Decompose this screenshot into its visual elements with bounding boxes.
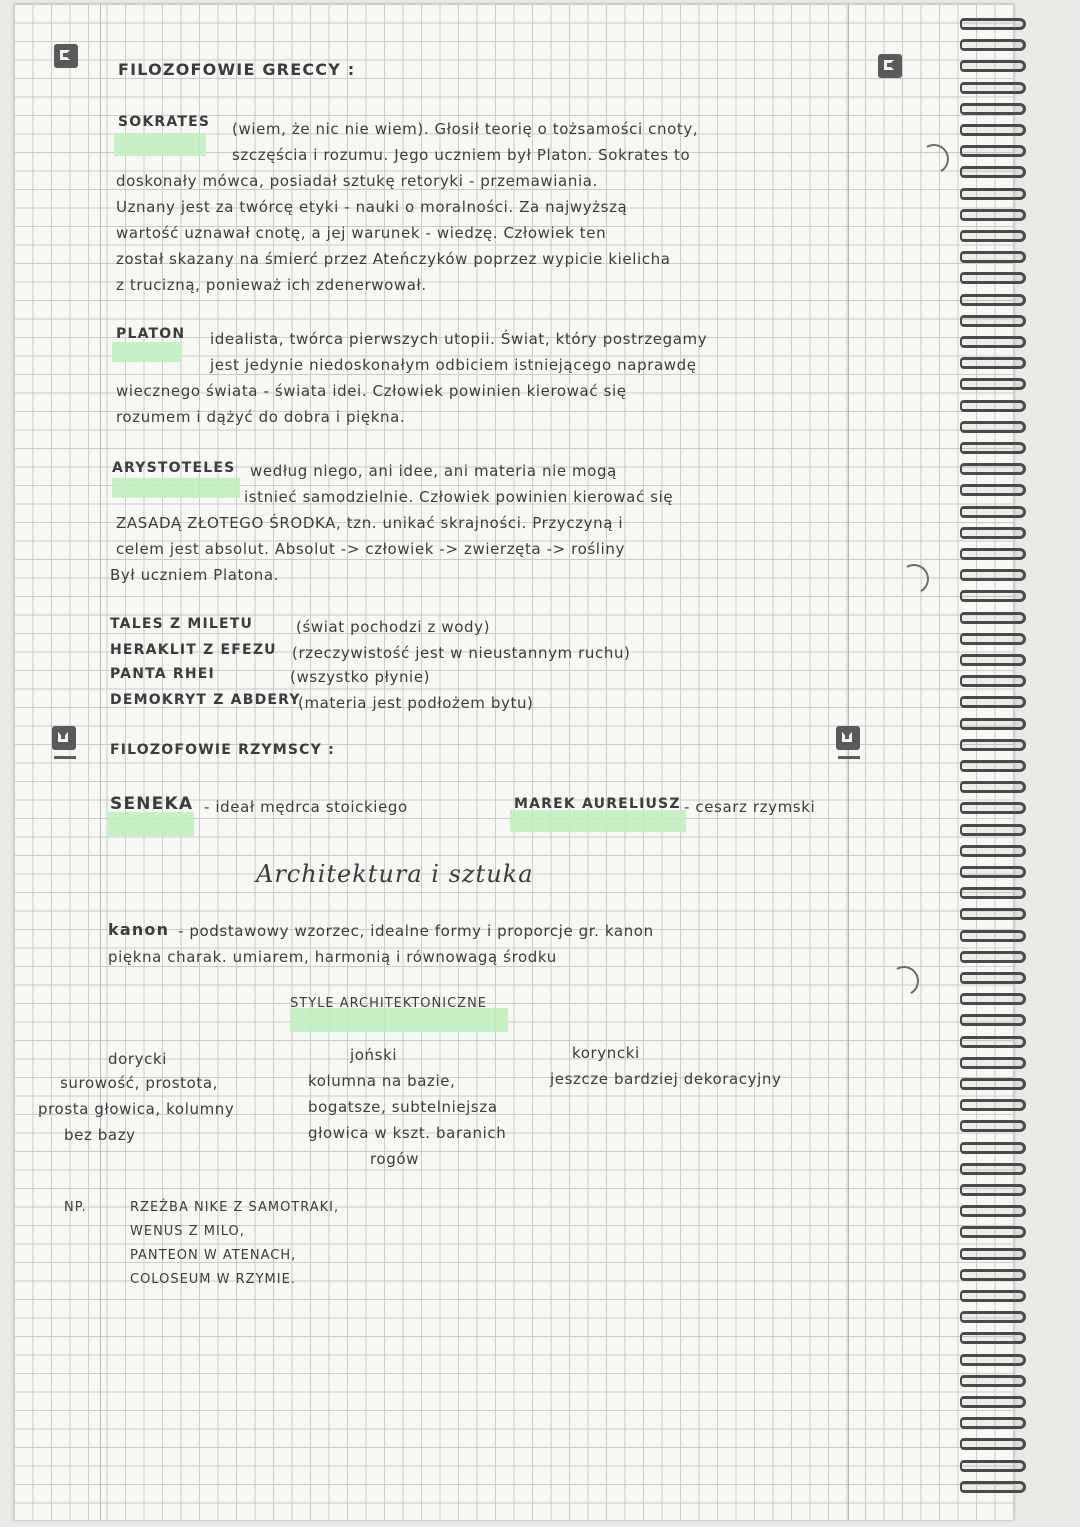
- seneka-name: SENEKA: [110, 794, 194, 814]
- kanon-line: - podstawowy wzorzec, idealne formy i proporcje gr. kanon: [178, 922, 654, 940]
- highlight: [290, 1008, 508, 1032]
- sokrates-line: szczęścia i rozumu. Jego uczniem był Platon. Sokrates to: [232, 146, 691, 164]
- other-philosopher-name: DEMOKRYT Z ABDERY: [110, 692, 301, 708]
- spiral-coil: [960, 1057, 1026, 1069]
- example-item: RZEŹBA NIKE Z SAMOTRAKI,: [130, 1200, 340, 1215]
- spiral-coil: [960, 739, 1026, 751]
- spiral-coil: [960, 548, 1026, 560]
- highlight: [112, 478, 240, 498]
- sokrates-line: z trucizną, ponieważ ich zdenerwował.: [116, 276, 427, 294]
- spiral-coil: [960, 188, 1026, 200]
- kanon-term: kanon: [108, 920, 170, 939]
- spiral-coil: [960, 1226, 1026, 1238]
- corner-mark-icon: [836, 726, 860, 750]
- spiral-coil: [960, 103, 1026, 115]
- spiral-coil: [960, 442, 1026, 454]
- sokrates-line: wartość uznawał cnotę, a jej warunek - wiedzę. Człowiek ten: [116, 224, 607, 242]
- style-line: kolumna na bazie,: [308, 1072, 456, 1090]
- sokrates-line: został skazany na śmierć przez Ateńczyków poprzez wypicie kielicha: [116, 250, 671, 268]
- spiral-coil: [960, 1120, 1026, 1132]
- sokrates-line: Uznany jest za twórcę etyki - nauki o moralności. Za najwyższą: [116, 198, 628, 216]
- platon-line: idealista, twórca pierwszych utopii. Świat, który postrzegamy: [210, 330, 708, 348]
- spiral-coil: [960, 1036, 1026, 1048]
- spiral-coil: [960, 60, 1026, 72]
- spiral-coil: [960, 887, 1026, 899]
- spiral-coil: [960, 1099, 1026, 1111]
- spiral-coil: [960, 82, 1026, 94]
- platon-name: PLATON: [116, 326, 186, 342]
- spiral-coil: [960, 506, 1026, 518]
- spiral-coil: [960, 166, 1026, 178]
- seneka-desc: - ideał mędrca stoickiego: [204, 798, 408, 816]
- spiral-coil: [960, 1396, 1026, 1408]
- punch-hole-icon: [896, 561, 933, 598]
- corner-mark-icon: [878, 54, 902, 78]
- spiral-coil: [960, 1163, 1026, 1175]
- spiral-coil: [960, 124, 1026, 136]
- bar-mark-icon: [54, 756, 76, 759]
- spiral-coil: [960, 802, 1026, 814]
- spiral-coil: [960, 1417, 1026, 1429]
- style-name: dorycki: [108, 1050, 168, 1068]
- right-margin-line: [848, 4, 849, 1520]
- style-line: bogatsze, subtelniejsza: [308, 1098, 498, 1116]
- spiral-coil: [960, 378, 1026, 390]
- spiral-binding: [960, 8, 1060, 1513]
- arystoteles-line: Był uczniem Platona.: [110, 566, 280, 584]
- spiral-coil: [960, 1332, 1026, 1344]
- spiral-coil: [960, 930, 1026, 942]
- other-philosopher-note: (świat pochodzi z wody): [296, 618, 491, 636]
- other-philosopher-name: PANTA RHEI: [110, 666, 215, 682]
- style-line: bez bazy: [64, 1126, 136, 1144]
- spiral-coil: [960, 590, 1026, 602]
- spiral-coil: [960, 696, 1026, 708]
- style-name: koryncki: [572, 1044, 640, 1062]
- spiral-coil: [960, 230, 1026, 242]
- other-philosopher-note: (materia jest podłożem bytu): [298, 694, 534, 712]
- style-line: rogów: [370, 1150, 419, 1168]
- style-line: głowica w kszt. baranich: [308, 1124, 507, 1142]
- sokrates-line: (wiem, że nic nie wiem). Głosił teorię o tożsamości cnoty,: [232, 120, 699, 138]
- spiral-coil: [960, 421, 1026, 433]
- marek-desc: - cesarz rzymski: [684, 798, 816, 816]
- spiral-coil: [960, 463, 1026, 475]
- platon-line: wiecznego świata - świata idei. Człowiek powinien kierować się: [116, 382, 627, 400]
- spiral-coil: [960, 1142, 1026, 1154]
- spiral-coil: [960, 633, 1026, 645]
- example-item: WENUS Z MILO,: [130, 1224, 245, 1239]
- spiral-coil: [960, 294, 1026, 306]
- arystoteles-line: ZASADĄ ZŁOTEGO ŚRODKA, tzn. unikać skrajności. Przyczyną i: [116, 514, 624, 532]
- arystoteles-line: według niego, ani idee, ani materia nie mogą: [250, 462, 617, 480]
- spiral-coil: [960, 1375, 1026, 1387]
- spiral-coil: [960, 781, 1026, 793]
- other-philosopher-name: HERAKLIT Z EFEZU: [110, 642, 277, 658]
- spiral-coil: [960, 209, 1026, 221]
- spiral-coil: [960, 1248, 1026, 1260]
- spiral-coil: [960, 357, 1026, 369]
- kanon-line: piękna charak. umiarem, harmonią i równowagą środku: [108, 948, 557, 966]
- punch-hole-icon: [916, 141, 953, 178]
- example-item: PANTEON W ATENACH,: [130, 1248, 297, 1263]
- spiral-coil: [960, 760, 1026, 772]
- spiral-coil: [960, 993, 1026, 1005]
- examples-label: NP.: [64, 1200, 87, 1215]
- sokrates-line: doskonały mówca, posiadał sztukę retoryki - przemawiania.: [116, 172, 598, 190]
- spiral-coil: [960, 1184, 1026, 1196]
- spiral-coil: [960, 908, 1026, 920]
- heading-roman: FILOZOFOWIE RZYMSCY :: [110, 742, 335, 758]
- highlight: [108, 812, 194, 836]
- spiral-coil: [960, 1311, 1026, 1323]
- spiral-coil: [960, 1481, 1026, 1493]
- platon-line: rozumem i dążyć do dobra i piękna.: [116, 408, 406, 426]
- marek-name: MAREK AURELIUSZ: [514, 796, 681, 812]
- spiral-coil: [960, 824, 1026, 836]
- spiral-coil: [960, 39, 1026, 51]
- spiral-coil: [960, 484, 1026, 496]
- spiral-coil: [960, 336, 1026, 348]
- arystoteles-line: celem jest absolut. Absolut -> człowiek -> zwierzęta -> rośliny: [116, 540, 625, 558]
- sokrates-name: SOKRATES: [118, 114, 211, 130]
- style-name: joński: [350, 1046, 398, 1064]
- spiral-coil: [960, 1460, 1026, 1472]
- spiral-coil: [960, 1205, 1026, 1217]
- punch-hole-icon: [886, 963, 923, 1000]
- spiral-coil: [960, 1290, 1026, 1302]
- spiral-coil: [960, 145, 1026, 157]
- spiral-coil: [960, 972, 1026, 984]
- styles-heading: STYLE ARCHITEKTONICZNE: [290, 996, 488, 1011]
- spiral-coil: [960, 251, 1026, 263]
- highlight: [510, 810, 686, 832]
- spiral-coil: [960, 1354, 1026, 1366]
- spiral-coil: [960, 654, 1026, 666]
- arystoteles-line: istnieć samodzielnie. Człowiek powinien kierować się: [244, 488, 674, 506]
- spiral-coil: [960, 612, 1026, 624]
- highlight: [114, 134, 206, 156]
- spiral-coil: [960, 718, 1026, 730]
- example-item: COLOSEUM W RZYMIE.: [130, 1272, 296, 1287]
- style-line: surowość, prostota,: [60, 1074, 219, 1092]
- other-philosopher-name: TALES Z MILETU: [110, 616, 254, 632]
- spiral-coil: [960, 272, 1026, 284]
- spiral-coil: [960, 866, 1026, 878]
- spiral-coil: [960, 569, 1026, 581]
- notebook-page: [14, 4, 1014, 1520]
- bar-mark-icon: [838, 756, 860, 759]
- corner-mark-icon: [52, 726, 76, 750]
- spiral-coil: [960, 400, 1026, 412]
- spiral-coil: [960, 1438, 1026, 1450]
- arystoteles-name: ARYSTOTELES: [112, 460, 236, 476]
- spiral-coil: [960, 315, 1026, 327]
- corner-mark-icon: [54, 44, 78, 68]
- other-philosopher-note: (wszystko płynie): [290, 668, 431, 686]
- spiral-coil: [960, 18, 1026, 30]
- style-line: prosta głowica, kolumny: [38, 1100, 235, 1118]
- highlight: [112, 342, 182, 362]
- other-philosopher-note: (rzeczywistość jest w nieustannym ruchu): [292, 644, 631, 662]
- spiral-coil: [960, 1078, 1026, 1090]
- section-title: Architektura i sztuka: [256, 860, 534, 888]
- heading-greek: FILOZOFOWIE GRECCY :: [118, 60, 356, 79]
- spiral-coil: [960, 951, 1026, 963]
- platon-line: jest jedynie niedoskonałym odbiciem istniejącego naprawdę: [210, 356, 697, 374]
- spiral-coil: [960, 845, 1026, 857]
- spiral-coil: [960, 675, 1026, 687]
- left-margin-line: [100, 4, 101, 1520]
- spiral-coil: [960, 527, 1026, 539]
- spiral-coil: [960, 1269, 1026, 1281]
- spiral-coil: [960, 1014, 1026, 1026]
- style-line: jeszcze bardziej dekoracyjny: [550, 1070, 782, 1088]
